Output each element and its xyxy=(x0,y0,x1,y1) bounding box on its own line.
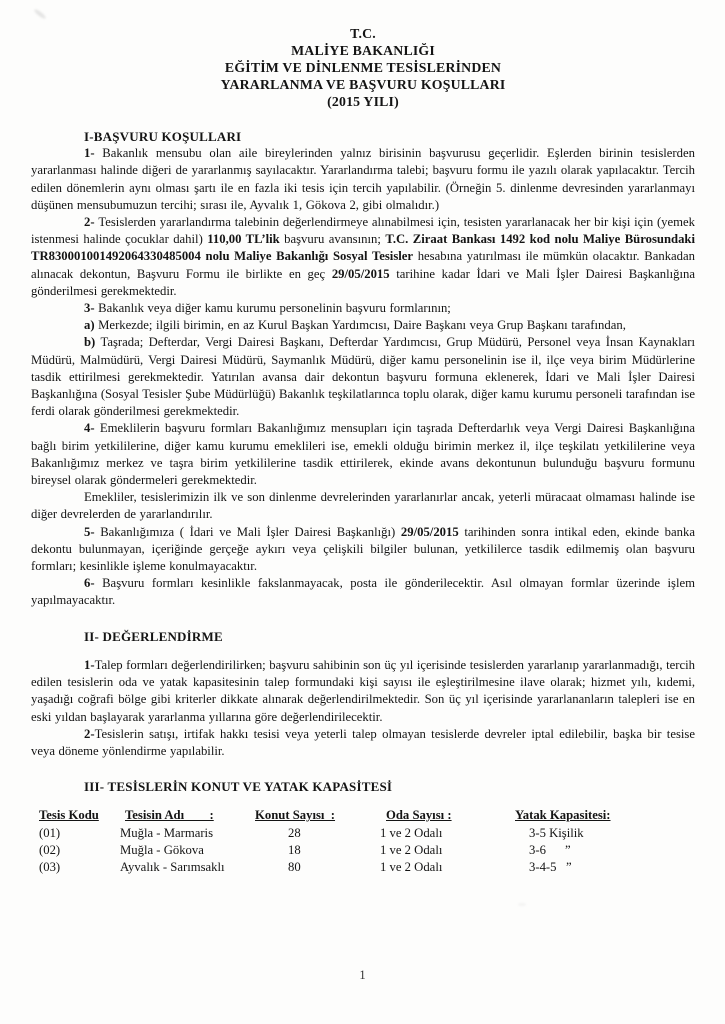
bold-run: 1- xyxy=(84,657,95,672)
table-cell: 18 xyxy=(288,842,301,857)
text-run: Emekliler, tesislerimizin ilk ve son dinlenme devrelerinden yararlanırlar ancak, yeterli müracaat olmaması halinde ise diğer devrelerden de yararlandırılır. xyxy=(31,490,695,522)
paragraph xyxy=(31,317,695,334)
paragraph xyxy=(31,726,695,760)
bold-run: 3- xyxy=(84,301,99,316)
text-run: başvuru avansının; xyxy=(279,232,386,247)
text-run: Bakanlık veya diğer kamu kurumu personelinin başvuru formlarının; xyxy=(98,301,451,316)
table-header-row xyxy=(35,807,695,824)
title-line: EĞİTİM VE DİNLENME TESİSLERİNDEN xyxy=(224,60,502,75)
section-heading: III- TESİSLERİN KONUT VE YATAK KAPASİTESİ xyxy=(84,779,393,795)
document-content xyxy=(31,25,695,876)
table-header-cell xyxy=(380,807,515,824)
text-run: tarihine kadar İdari ve Mali İşler Dairesi Başkanlığına gönderilmesi gerekmektedir. xyxy=(31,266,695,298)
scan-smudge-artifact xyxy=(33,8,46,20)
paragraph xyxy=(31,214,695,300)
capacity-table xyxy=(35,807,695,876)
paragraph xyxy=(31,334,695,420)
paragraph xyxy=(31,420,695,489)
text-run: Talep formları değerlendirilirken; başvuru sahibinin son üç yıl içerisinde tesislerden yararlanıp yararlanmadığı, tercih edilen tesislerin oda ve yatak kapasitesinin talep formundaki kişi sayısı ile eşleştirilmesine ilave olarak; hizmet yılı, kıdemi, yaşadığı coğrafi bölge gibi kriterler dikkate alınarak değerlendirilmektedir. Son üç yıl içerisinde yararlananların talepleri ise en eski yıldan başlayarak yararlanma yıllarına göre değerlendirilecektir. xyxy=(31,657,695,724)
paragraph xyxy=(31,657,695,726)
scan-smudge-artifact xyxy=(518,903,526,906)
text-run: Merkezde; ilgili birimin, en az Kurul Başkan Yardımcısı, Daire Başkanı veya Grup Başkanı tarafından, xyxy=(94,318,626,333)
table-cell: 3-4-5 ” xyxy=(529,859,572,874)
table-cell: 1 ve 2 Odalı xyxy=(380,842,443,857)
bold-run: 1- xyxy=(84,146,103,161)
paragraph xyxy=(31,145,695,214)
table-header-cell xyxy=(120,807,255,824)
document-title xyxy=(31,25,695,110)
title-line: YARARLANMA VE BAŞVURU KOŞULLARI xyxy=(220,77,506,92)
table-cell: 1 ve 2 Odalı xyxy=(380,825,443,840)
bold-run: T.C. Ziraat Bankası 1492 kod nolu Maliye Bürosundaki TR830001001492064330485004 nolu Maliye Bakanlığı Sosyal Tesisler xyxy=(31,232,695,264)
section-heading: I-BAŞVURU KOŞULLARI xyxy=(84,129,242,144)
paragraph xyxy=(31,575,695,609)
table-cell: 28 xyxy=(288,825,301,840)
paragraph xyxy=(31,489,695,523)
table-cell: 80 xyxy=(288,859,301,874)
text-run: Tesislerin satışı, irtifak hakkı tesisi veya yeterli talep olmayan tesislerde devreler iptal edilebilir, başka bir tesise veya döneme yönlendirme yapılabilir. xyxy=(31,726,695,758)
table-cell: Muğla - Gökova xyxy=(120,842,204,857)
table-header-label: Tesisin Adı : xyxy=(125,808,214,823)
section-heading: II- DEĞERLENDİRME xyxy=(84,628,223,644)
table-cell: (03) xyxy=(39,859,61,874)
bold-run: 2- xyxy=(84,215,99,230)
title-line: MALİYE BAKANLIĞI xyxy=(291,43,435,58)
table-header-label: Konut Sayısı : xyxy=(255,808,336,823)
title-line: T.C. xyxy=(350,26,376,41)
paragraph xyxy=(31,300,695,317)
page-number: 1 xyxy=(359,968,366,982)
table-row xyxy=(35,842,695,859)
table-cell: Ayvalık - Sarımsaklı xyxy=(120,859,225,874)
table-header-cell xyxy=(255,807,380,824)
bold-run: 110,00 TL’lik xyxy=(207,232,280,247)
text-run: hesabına yatırılması ile mümkün olacaktır. Bankadan alınacak dekontun, Başvuru Formu ile birlikte en geç xyxy=(31,249,695,281)
bold-run: 6- xyxy=(84,576,103,591)
table-cell: 1 ve 2 Odalı xyxy=(380,859,443,874)
table-row xyxy=(35,825,695,842)
table-header-label: Oda Sayısı : xyxy=(386,808,452,823)
table-cell: 3-5 Kişilik xyxy=(529,825,584,840)
paragraph xyxy=(31,524,695,576)
table-header-cell xyxy=(515,807,695,824)
table-cell: 3-6 ” xyxy=(529,842,571,857)
bold-run: 2- xyxy=(84,726,95,741)
text-run: Emeklilerin başvuru formları Bakanlığımız mensupları için taşrada Defterdarlık veya Vergi Dairesi Başkanlığına bağlı birim yetkililerine, diğer kamu kurumu emeklileri ise, emekli olduğu birimin merkez il, ilçe teşkilatı yetkililerine veya Bakanlığımız merkez ve taşra birim yetkililerine tasdik ettirilerek, ekinde avans dekontunun bulunduğu başvuru formunu bireysel olarak göndermeleri gerekmektedir. xyxy=(31,421,695,488)
bold-run: 5- xyxy=(84,524,101,539)
title-line: (2015 YILI) xyxy=(327,94,399,109)
table-cell: (02) xyxy=(39,842,61,857)
bold-run: 29/05/2015 xyxy=(400,524,459,539)
bold-run: a) xyxy=(84,318,95,333)
text-run: Tesislerden yararlandırma talebinin değerlendirmeye alınabilmesi için, tesisten yararlanacak her bir kişi için (yemek istenmesi halinde çocuklar dahil) xyxy=(31,215,695,247)
text-run: Bakanlık mensubu olan aile bireylerinden yalnız birisinin başvurusu geçerlidir. Eşlerden birinin tesislerden yararlanması halinde diğeri de yararlanmış sayılacaktır. Yararlandırma talebi; başvuru formu ile yazılı olarak yapılacaktır. Tercih edilen dönemlerin aynı olması şartı ile en fazla iki tesis için tercih yapılabilir. (Örneğin 5. dinlenme devresinden yararlanmayı düşünen mensubumuzun tercihi; sırası ile, Ayvalık 1, Gökova 2, gibi olmalıdır.) xyxy=(31,146,695,212)
text-run: Taşrada; Defterdar, Vergi Dairesi Başkanı, Defterdar Yardımcısı, Grup Müdürü, Personel veya İnsan Kaynakları Müdürü, Malmüdürü, Vergi Dairesi Müdürü, Saymanlık Müdürü, diğer kamu personelinin ise il, ilçe veya birim Müdürlerine tasdik ettirilmesi gerekmektedir. Yatırılan avansa dair dekontun başvuru formuna eklenerek, İdari ve Mali İşler Dairesi Başkanlığına (Sosyal Tesisler Şube Müdürlüğü) Bakanlık teşkilatlarınca toplu olarak, diğer kamu kurumu personeli tarafından ise ferdi olarak gönderilmesi gerekmektedir. xyxy=(31,335,695,419)
table-row xyxy=(35,859,695,876)
bold-run: b) xyxy=(84,335,96,350)
table-cell: Muğla - Marmaris xyxy=(120,825,214,840)
table-header-label: Yatak Kapasitesi: xyxy=(515,808,611,823)
document-body xyxy=(31,128,695,876)
text-run: Bakanlığımıza ( İdari ve Mali İşler Dairesi Başkanlığı) xyxy=(100,524,401,539)
table-header-label: Tesis Kodu xyxy=(39,808,99,823)
table-cell: (01) xyxy=(39,825,61,840)
text-run: tarihinden sonra intikal eden, ekinde banka dekontu bulunmayan, içeriğinde gerçeğe aykırı veya çelişkili bilgiler bulunan, yetkililerce tasdik edilmemiş olan başvuru formları; kesinlikle işleme konulmayacaktır. xyxy=(31,524,695,574)
table-header-cell xyxy=(35,807,120,824)
bold-run: 4- xyxy=(84,421,100,436)
bold-run: 29/05/2015 xyxy=(331,266,390,281)
text-run: Başvuru formları kesinlikle fakslanmayacak, posta ile gönderilecektir. Asıl olmayan formlar üzerinde işlem yapılmayacaktır. xyxy=(31,576,695,608)
